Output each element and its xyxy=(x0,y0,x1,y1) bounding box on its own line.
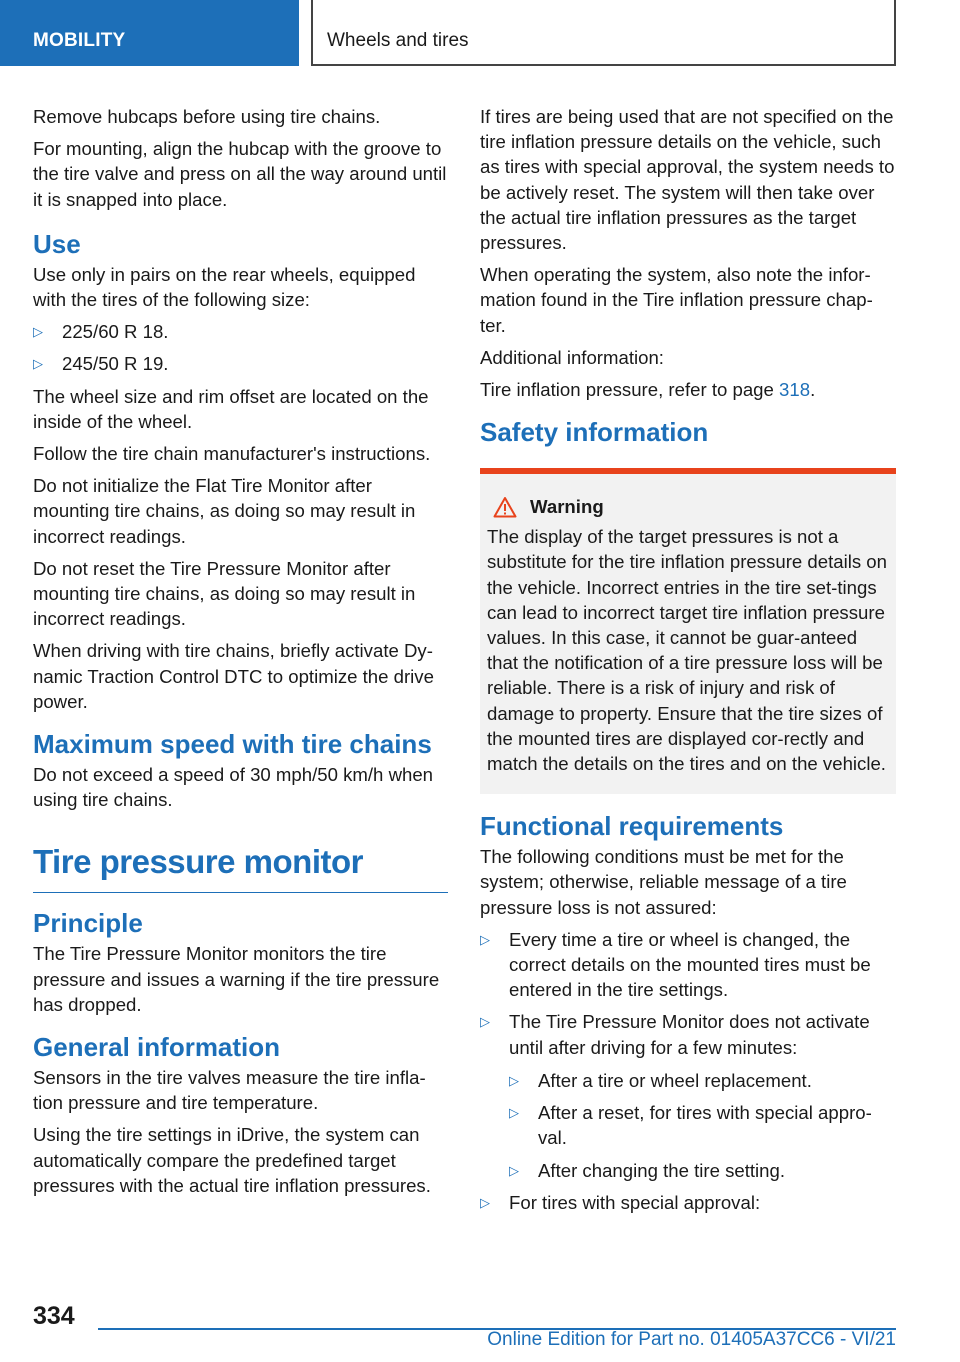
paragraph: The wheel size and rim offset are located on the inside of the wheel. xyxy=(33,385,429,432)
list-item-text: After a reset, for tires with special appro-val. xyxy=(538,1102,872,1149)
triangle-bullet-icon: ▷ xyxy=(480,1194,490,1210)
paragraph: Use only in pairs on the rear wheels, equipped with the tires of the following size: xyxy=(33,263,416,311)
paragraph: Do not initialize the Flat Tire Monitor after mounting tire chains, as doing so may result in incorrect readings. xyxy=(33,475,416,547)
paragraph: When operating the system, also note the infor-mation found in the Tire inflation pressure chap-ter. xyxy=(480,264,873,336)
section-heading-general-information: General information xyxy=(33,1032,281,1063)
tire-size-list xyxy=(33,319,448,376)
header-section-label: MOBILITY xyxy=(33,30,126,51)
triangle-bullet-icon: ▷ xyxy=(509,1162,519,1178)
section-heading-principle: Principle xyxy=(33,908,143,939)
paragraph-page-reference xyxy=(480,377,896,402)
section-heading-functional-requirements: Functional requirements xyxy=(480,811,784,842)
paragraph: Do not exceed a speed of 30 mph/50 km/h when using tire chains. xyxy=(33,764,434,811)
triangle-bullet-icon: ▷ xyxy=(33,324,43,340)
warning-title: Warning xyxy=(530,496,604,518)
list-item xyxy=(33,319,448,344)
warning-header xyxy=(487,496,888,518)
page-number: 334 xyxy=(33,1302,75,1330)
list-item xyxy=(509,1158,896,1183)
section-heading-use: Use xyxy=(33,228,81,259)
footer-edition: Online Edition for Part no. 01405A37CC6 - VI/21 xyxy=(487,1329,896,1350)
paragraph: The Tire Pressure Monitor monitors the tire pressure and issues a warning if the tire pressure has dropped. xyxy=(33,943,440,1015)
list-item-text: After a tire or wheel replacement. xyxy=(538,1069,812,1091)
paragraph: Using the tire settings in iDrive, the system can automatically compare the predefined target pressures with the actual tire inflation pressures. xyxy=(33,1124,431,1196)
section-heading-max-speed: Maximum speed with tire chains xyxy=(33,729,432,760)
list-item-text: 245/50 R 19. xyxy=(62,353,169,375)
header-chapter xyxy=(311,0,896,66)
header-chapter-label: Wheels and tires xyxy=(327,30,469,51)
reference-text: Tire inflation pressure, refer to page xyxy=(480,379,780,401)
warning-text: The display of the target pressures is not a substitute for the tire inflation pressure details on the vehicle. Incorrect entries in the tire set-tings can lead to incorrect target tire inflation pressure values. In this case, it cannot be guar-anteed that the notification of a tire pressure loss will be reliable. There is a risk of injury and risk of damage to property. Ensure that the tire sizes of the mounted tires are displayed cor-rectly and match the details on the tires and on the vehicle. xyxy=(487,526,887,775)
chapter-heading-tire-pressure-monitor: Tire pressure monitor xyxy=(33,842,448,893)
list-item-text: 225/60 R 18. xyxy=(62,321,169,343)
triangle-bullet-icon: ▷ xyxy=(33,356,43,372)
triangle-bullet-icon: ▷ xyxy=(480,1014,490,1030)
warning-box xyxy=(480,468,896,794)
list-item-text: The Tire Pressure Monitor does not activate until after driving for a few minutes: xyxy=(509,1011,870,1058)
list-item-text: After changing the tire setting. xyxy=(538,1159,786,1181)
paragraph: Do not reset the Tire Pressure Monitor after mounting tire chains, as doing so may result in incorrect readings. xyxy=(33,557,416,630)
paragraph: If tires are being used that are not specified on the tire inflation pressure details on the vehicle, such as tires with special approval, the system needs to be actively reset. The system will then take over the actual tire inflation pressures as the target pressures. xyxy=(480,106,895,254)
paragraph: When driving with tire chains, briefly activate Dy-namic Traction Control DTC to optimize the drive power. xyxy=(33,640,434,712)
paragraph: Additional information: xyxy=(480,346,664,368)
list-item-text: For tires with special approval: xyxy=(509,1191,761,1213)
paragraph: Remove hubcaps before using tire chains. xyxy=(33,106,381,127)
triangle-bullet-icon: ▷ xyxy=(480,931,490,947)
reference-suffix: . xyxy=(810,379,816,401)
list-item xyxy=(33,351,448,376)
list-item xyxy=(480,927,896,1003)
paragraph: For mounting, align the hubcap with the groove to the tire valve and press on all the way around until it is snapped into place. xyxy=(33,138,447,210)
list-item-text: Every time a tire or wheel is changed, the correct details on the mounted tires must be entered in the tire settings. xyxy=(509,928,871,1001)
paragraph: Sensors in the tire valves measure the tire infla-tion pressure and tire temperature. xyxy=(33,1067,426,1114)
requirements-list xyxy=(480,927,896,1215)
list-item xyxy=(480,1190,896,1215)
right-column xyxy=(480,104,896,1222)
warning-triangle-icon xyxy=(493,496,517,518)
triangle-bullet-icon: ▷ xyxy=(509,1105,519,1121)
section-heading-safety-information: Safety information xyxy=(480,417,709,448)
list-item xyxy=(480,1009,896,1182)
header-section xyxy=(0,0,299,66)
paragraph: Follow the tire chain manufacturer's instructions. xyxy=(33,443,431,465)
left-column xyxy=(33,104,448,1205)
list-item xyxy=(509,1068,896,1093)
list-item xyxy=(509,1100,896,1150)
paragraph: The following conditions must be met for the system; otherwise, reliable message of a tire pressure loss is not assured: xyxy=(480,846,847,918)
sub-requirements-list xyxy=(509,1068,896,1183)
page-link-318[interactable]: 318 xyxy=(779,379,811,401)
triangle-bullet-icon: ▷ xyxy=(509,1072,519,1088)
